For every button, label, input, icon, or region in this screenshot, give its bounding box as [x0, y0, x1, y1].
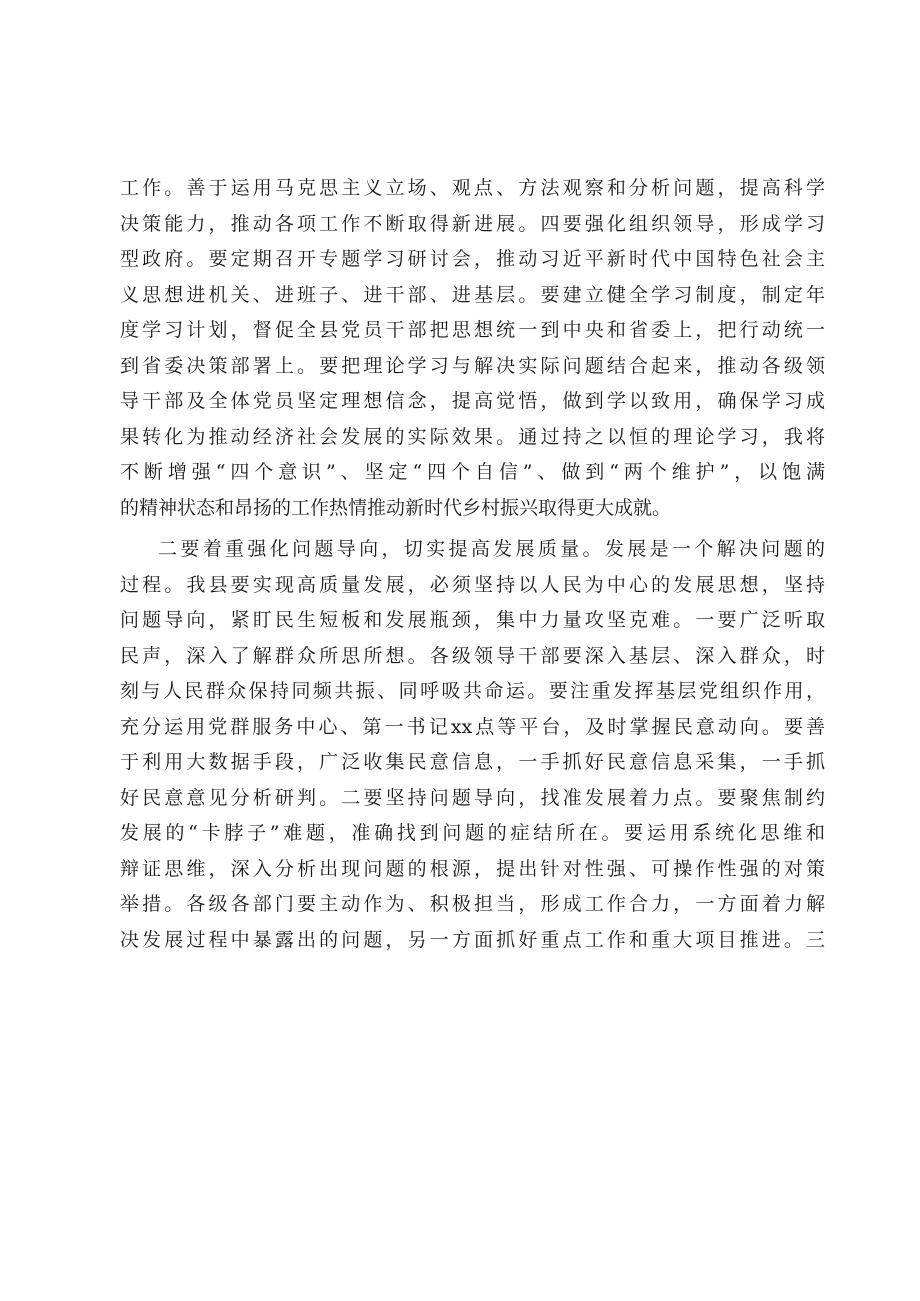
text-line: 义思想进机关、进班子、进干部、进基层。要建立健全学习制度，制定年: [120, 283, 825, 306]
text-line: 的精神状态和昂扬的工作热情推动新时代乡村振兴取得更大成就。: [120, 496, 672, 519]
text-line: 发展的“卡脖子”难题，准确找到问题的症结所在。要运用系统化思维和: [120, 822, 825, 844]
text-line: 度学习计划，督促全县党员干部把思想统一到中央和省委上，把行动统一: [120, 319, 825, 341]
text-line: 辩证思维，深入分析出现问题的根源，提出针对性强、可操作性强的对策: [120, 857, 825, 880]
text-line: 过程。我县要实现高质量发展，必须坚持以人民为中心的发展思想，坚持: [120, 573, 825, 596]
text-line: 导干部及全体党员坚定理想信念，提高觉悟，做到学以致用，确保学习成: [120, 390, 825, 412]
text-line: 不断增强“四个意识”、坚定“四个自信”、做到“两个维护”，以饱满: [120, 461, 825, 483]
text-line: 到省委决策部署上。要把理论学习与解决实际问题结合起来，推动各级领: [120, 354, 825, 377]
document-body: [120, 171, 825, 958]
paragraph-1: [120, 171, 825, 526]
text-line: 果转化为推动经济社会发展的实际效果。通过持之以恒的理论学习，我将: [120, 425, 825, 448]
text-line: 问题导向，紧盯民生短板和发展瓶颈，集中力量攻坚克难。一要广泛听取: [120, 609, 825, 631]
text-line: 型政府。要定期召开专题学习研讨会，推动习近平新时代中国特色社会主: [120, 248, 825, 270]
text-line: 举措。各级各部门要主动作为、积极担当，形成工作合力，一方面着力解: [120, 893, 825, 915]
text-line: 二要着重强化问题导向，切实提高发展质量。发展是一个解决问题的: [158, 538, 825, 560]
text-line: 刻与人民群众保持同频共振、同呼吸共命运。要注重发挥基层党组织作用，: [120, 680, 825, 702]
paragraph-2: [120, 532, 825, 958]
text-line: 决策能力，推动各项工作不断取得新进展。四要强化组织领导，形成学习: [120, 212, 825, 235]
text-line: 充分运用党群服务中心、第一书记xx点等平台，及时掌握民意动向。要善: [120, 715, 825, 738]
text-line: 民声，深入了解群众所思所想。各级领导干部要深入基层、深入群众，时: [120, 644, 825, 667]
text-line: 好民意意见分析研判。二要坚持问题导向，找准发展着力点。要聚焦制约: [120, 786, 825, 809]
text-line: 工作。善于运用马克思主义立场、观点、方法观察和分析问题，提高科学: [120, 177, 825, 199]
text-line: 于利用大数据手段，广泛收集民意信息，一手抓好民意信息采集，一手抓: [120, 751, 825, 773]
text-line: 决发展过程中暴露出的问题，另一方面抓好重点工作和重大项目推进。三: [120, 928, 825, 951]
